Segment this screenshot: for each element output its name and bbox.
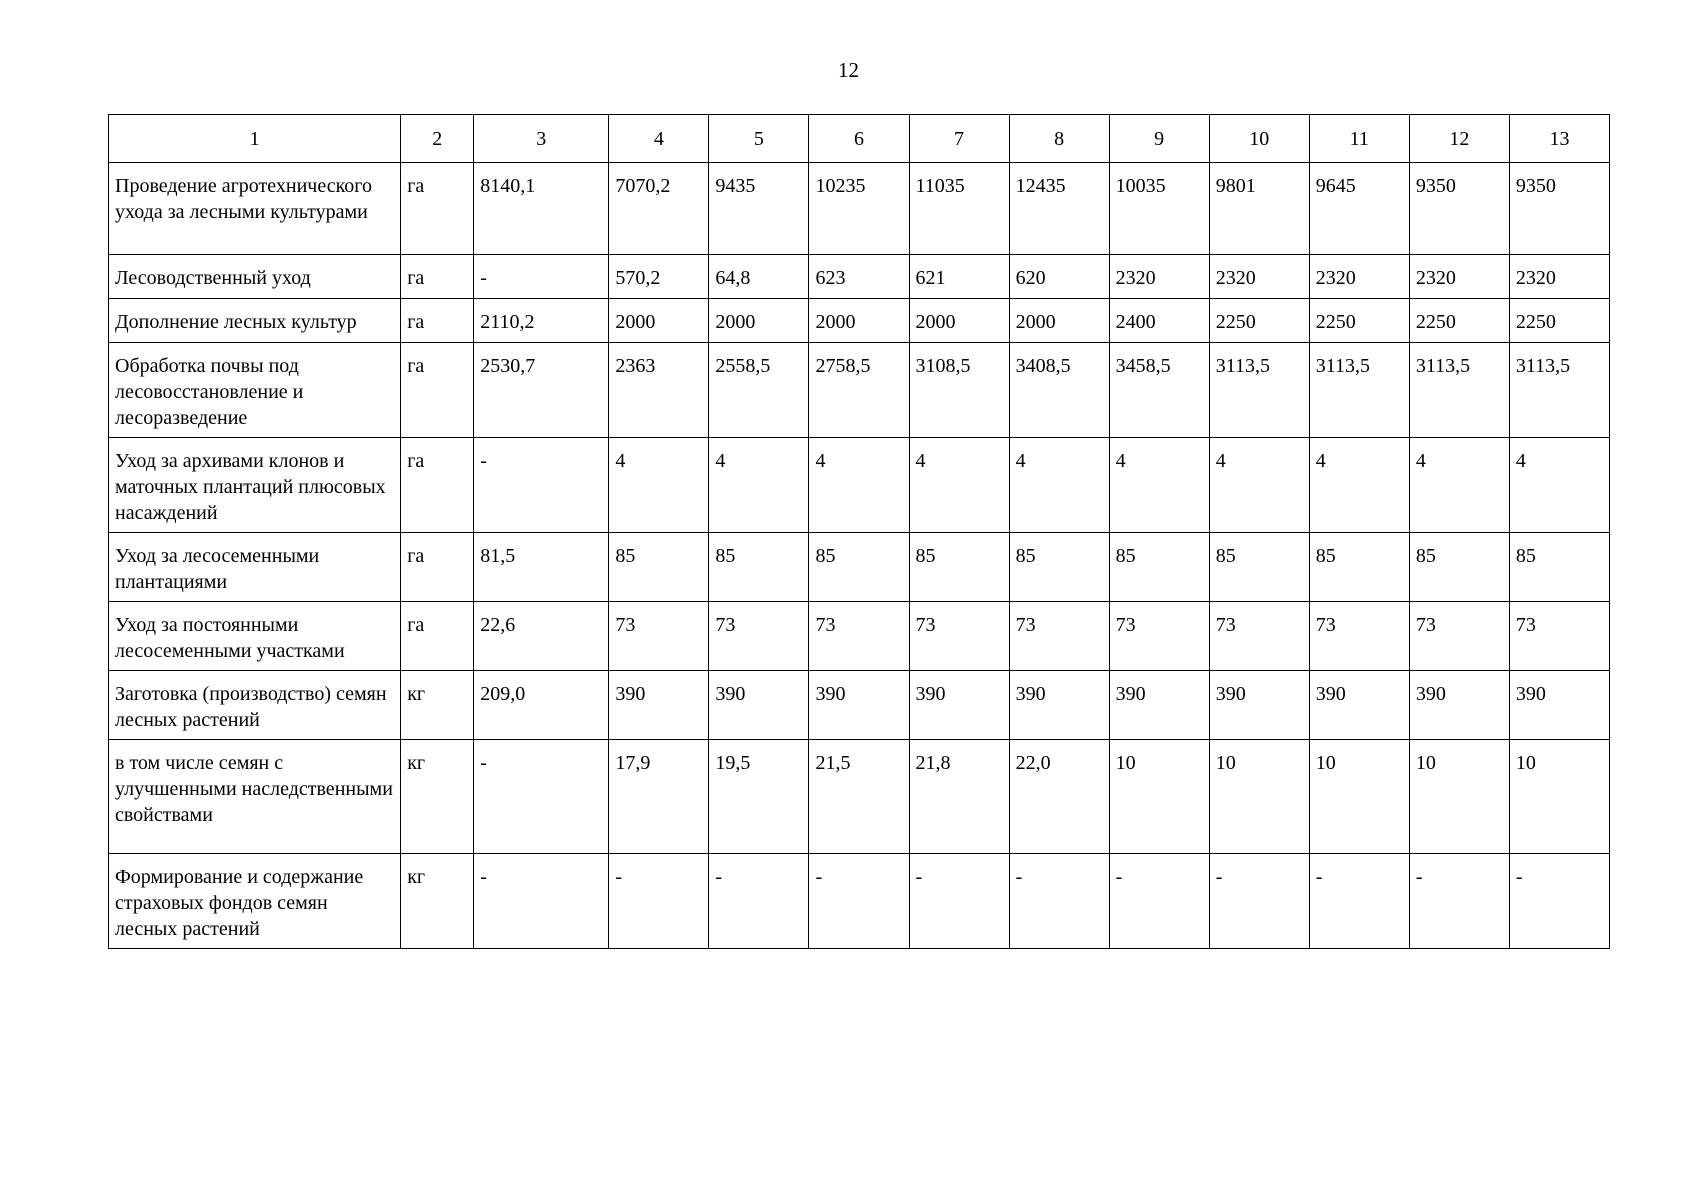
table-row bbox=[109, 255, 1610, 299]
value-cell: 2110,2 bbox=[474, 299, 609, 343]
value-cell: 3113,5 bbox=[1309, 343, 1409, 438]
value-cell: 3408,5 bbox=[1009, 343, 1109, 438]
unit-cell: га bbox=[401, 255, 474, 299]
value-cell: 2320 bbox=[1209, 255, 1309, 299]
value-cell: 9350 bbox=[1509, 163, 1609, 255]
value-cell: 2250 bbox=[1509, 299, 1609, 343]
column-number-header: 3 bbox=[474, 115, 609, 163]
value-cell: 2000 bbox=[1009, 299, 1109, 343]
value-cell: 390 bbox=[909, 671, 1009, 740]
unit-cell: га bbox=[401, 438, 474, 533]
column-number-header: 6 bbox=[809, 115, 909, 163]
column-number-header: 1 bbox=[109, 115, 401, 163]
value-cell: 85 bbox=[809, 533, 909, 602]
value-cell: 2320 bbox=[1509, 255, 1609, 299]
value-cell: 2250 bbox=[1409, 299, 1509, 343]
row-label-cell: Дополнение лесных культур bbox=[109, 299, 401, 343]
value-cell: 21,8 bbox=[909, 740, 1009, 854]
value-cell: 9645 bbox=[1309, 163, 1409, 255]
row-label-cell: Уход за постоянными лесосеменными участками bbox=[109, 602, 401, 671]
table-row bbox=[109, 163, 1610, 255]
column-number-header: 5 bbox=[709, 115, 809, 163]
value-cell: 73 bbox=[1509, 602, 1609, 671]
value-cell: 10 bbox=[1109, 740, 1209, 854]
value-cell: 73 bbox=[1409, 602, 1509, 671]
value-cell: 73 bbox=[1209, 602, 1309, 671]
row-label-cell: в том числе семян с улучшенными наследственными свойствами bbox=[109, 740, 401, 854]
value-cell: 4 bbox=[809, 438, 909, 533]
value-cell: 73 bbox=[609, 602, 709, 671]
value-cell: - bbox=[809, 854, 909, 949]
data-table bbox=[108, 114, 1610, 949]
value-cell: 73 bbox=[1309, 602, 1409, 671]
row-label-cell: Проведение агротехнического ухода за лесными культурами bbox=[109, 163, 401, 255]
table-row bbox=[109, 343, 1610, 438]
value-cell: 390 bbox=[1509, 671, 1609, 740]
value-cell: 620 bbox=[1009, 255, 1109, 299]
value-cell: 11035 bbox=[909, 163, 1009, 255]
value-cell: 10235 bbox=[809, 163, 909, 255]
value-cell: 85 bbox=[609, 533, 709, 602]
value-cell: 9350 bbox=[1409, 163, 1509, 255]
value-cell: 2363 bbox=[609, 343, 709, 438]
value-cell: 390 bbox=[809, 671, 909, 740]
value-cell: 623 bbox=[809, 255, 909, 299]
value-cell: 2558,5 bbox=[709, 343, 809, 438]
value-cell: 2250 bbox=[1209, 299, 1309, 343]
column-number-header: 12 bbox=[1409, 115, 1509, 163]
value-cell: - bbox=[474, 740, 609, 854]
value-cell: 4 bbox=[909, 438, 1009, 533]
value-cell: 19,5 bbox=[709, 740, 809, 854]
value-cell: - bbox=[1209, 854, 1309, 949]
unit-cell: га bbox=[401, 343, 474, 438]
value-cell: 4 bbox=[1409, 438, 1509, 533]
value-cell: 10 bbox=[1309, 740, 1409, 854]
value-cell: 73 bbox=[1009, 602, 1109, 671]
value-cell: - bbox=[1109, 854, 1209, 949]
value-cell: - bbox=[609, 854, 709, 949]
value-cell: 9435 bbox=[709, 163, 809, 255]
page-number: 12 bbox=[838, 58, 859, 82]
column-number-header: 7 bbox=[909, 115, 1009, 163]
value-cell: 22,6 bbox=[474, 602, 609, 671]
table-row bbox=[109, 671, 1610, 740]
row-label-cell: Уход за лесосеменными плантациями bbox=[109, 533, 401, 602]
value-cell: 17,9 bbox=[609, 740, 709, 854]
row-label-cell: Уход за архивами клонов и маточных плантаций плюсовых насаждений bbox=[109, 438, 401, 533]
value-cell: 3108,5 bbox=[909, 343, 1009, 438]
value-cell: - bbox=[474, 438, 609, 533]
value-cell: 2000 bbox=[809, 299, 909, 343]
value-cell: 85 bbox=[1209, 533, 1309, 602]
table-row bbox=[109, 299, 1610, 343]
value-cell: 4 bbox=[1109, 438, 1209, 533]
value-cell: 85 bbox=[709, 533, 809, 602]
column-number-header: 8 bbox=[1009, 115, 1109, 163]
value-cell: 2250 bbox=[1309, 299, 1409, 343]
value-cell: 10035 bbox=[1109, 163, 1209, 255]
value-cell: 2400 bbox=[1109, 299, 1209, 343]
value-cell: 2530,7 bbox=[474, 343, 609, 438]
value-cell: 9801 bbox=[1209, 163, 1309, 255]
value-cell: - bbox=[1009, 854, 1109, 949]
value-cell: 390 bbox=[609, 671, 709, 740]
row-label-cell: Лесоводственный уход bbox=[109, 255, 401, 299]
value-cell: 12435 bbox=[1009, 163, 1109, 255]
value-cell: 3113,5 bbox=[1509, 343, 1609, 438]
value-cell: - bbox=[909, 854, 1009, 949]
value-cell: 621 bbox=[909, 255, 1009, 299]
value-cell: 3113,5 bbox=[1409, 343, 1509, 438]
column-number-header: 13 bbox=[1509, 115, 1609, 163]
value-cell: 3113,5 bbox=[1209, 343, 1309, 438]
value-cell: 22,0 bbox=[1009, 740, 1109, 854]
row-label-cell: Формирование и содержание страховых фондов семян лесных растений bbox=[109, 854, 401, 949]
value-cell: 390 bbox=[709, 671, 809, 740]
value-cell: 390 bbox=[1309, 671, 1409, 740]
value-cell: 2320 bbox=[1109, 255, 1209, 299]
value-cell: 7070,2 bbox=[609, 163, 709, 255]
value-cell: 85 bbox=[909, 533, 1009, 602]
value-cell: - bbox=[474, 255, 609, 299]
value-cell: 85 bbox=[1009, 533, 1109, 602]
value-cell: 570,2 bbox=[609, 255, 709, 299]
value-cell: 390 bbox=[1209, 671, 1309, 740]
value-cell: 73 bbox=[1109, 602, 1209, 671]
value-cell: 85 bbox=[1509, 533, 1609, 602]
unit-cell: кг bbox=[401, 671, 474, 740]
unit-cell: га bbox=[401, 533, 474, 602]
value-cell: - bbox=[474, 854, 609, 949]
column-number-header: 2 bbox=[401, 115, 474, 163]
table-row bbox=[109, 740, 1610, 854]
value-cell: 390 bbox=[1409, 671, 1509, 740]
unit-cell: га bbox=[401, 299, 474, 343]
unit-cell: га bbox=[401, 602, 474, 671]
value-cell: 73 bbox=[809, 602, 909, 671]
value-cell: 4 bbox=[1209, 438, 1309, 533]
table-row bbox=[109, 854, 1610, 949]
value-cell: 2758,5 bbox=[809, 343, 909, 438]
row-label-cell: Обработка почвы под лесовосстановление и лесоразведение bbox=[109, 343, 401, 438]
value-cell: 3458,5 bbox=[1109, 343, 1209, 438]
value-cell: 21,5 bbox=[809, 740, 909, 854]
unit-cell: кг bbox=[401, 740, 474, 854]
table-row bbox=[109, 533, 1610, 602]
value-cell: 4 bbox=[1309, 438, 1409, 533]
table-row bbox=[109, 438, 1610, 533]
value-cell: 2320 bbox=[1409, 255, 1509, 299]
value-cell: 85 bbox=[1409, 533, 1509, 602]
value-cell: 390 bbox=[1109, 671, 1209, 740]
value-cell: - bbox=[1309, 854, 1409, 949]
table-body bbox=[109, 115, 1610, 949]
value-cell: 209,0 bbox=[474, 671, 609, 740]
value-cell: 4 bbox=[1509, 438, 1609, 533]
row-label-cell: Заготовка (производство) семян лесных растений bbox=[109, 671, 401, 740]
value-cell: 85 bbox=[1309, 533, 1409, 602]
value-cell: 4 bbox=[1009, 438, 1109, 533]
column-number-header: 9 bbox=[1109, 115, 1209, 163]
value-cell: 2320 bbox=[1309, 255, 1409, 299]
value-cell: 73 bbox=[909, 602, 1009, 671]
value-cell: - bbox=[1509, 854, 1609, 949]
value-cell: - bbox=[709, 854, 809, 949]
value-cell: 73 bbox=[709, 602, 809, 671]
value-cell: 10 bbox=[1509, 740, 1609, 854]
table-row bbox=[109, 602, 1610, 671]
unit-cell: га bbox=[401, 163, 474, 255]
column-number-header: 10 bbox=[1209, 115, 1309, 163]
value-cell: 2000 bbox=[709, 299, 809, 343]
value-cell: 64,8 bbox=[709, 255, 809, 299]
value-cell: 85 bbox=[1109, 533, 1209, 602]
value-cell: 390 bbox=[1009, 671, 1109, 740]
table-header-row bbox=[109, 115, 1610, 163]
value-cell: 4 bbox=[709, 438, 809, 533]
value-cell: 2000 bbox=[609, 299, 709, 343]
value-cell: 81,5 bbox=[474, 533, 609, 602]
value-cell: - bbox=[1409, 854, 1509, 949]
column-number-header: 11 bbox=[1309, 115, 1409, 163]
value-cell: 2000 bbox=[909, 299, 1009, 343]
value-cell: 4 bbox=[609, 438, 709, 533]
unit-cell: кг bbox=[401, 854, 474, 949]
value-cell: 10 bbox=[1409, 740, 1509, 854]
value-cell: 10 bbox=[1209, 740, 1309, 854]
column-number-header: 4 bbox=[609, 115, 709, 163]
value-cell: 8140,1 bbox=[474, 163, 609, 255]
